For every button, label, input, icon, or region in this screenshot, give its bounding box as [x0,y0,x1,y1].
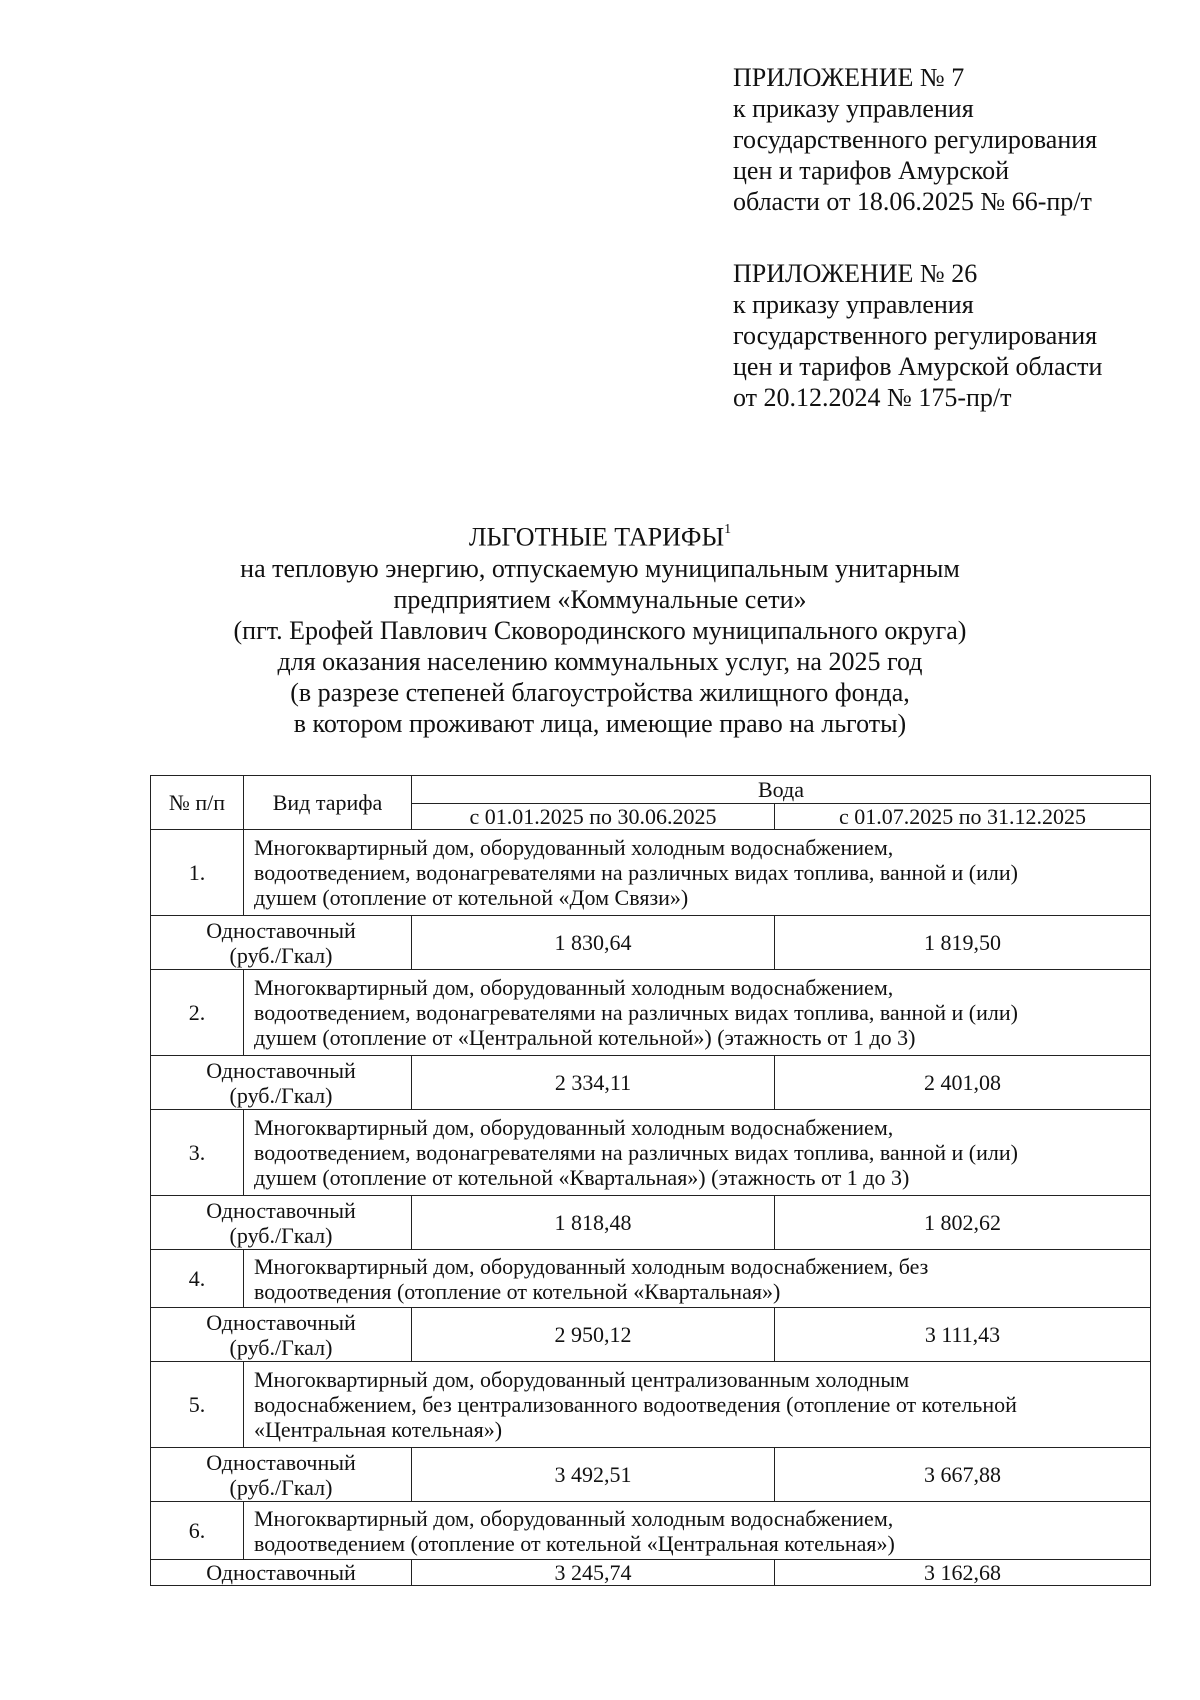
tariff-unit-line: (руб./Гкал) [229,1082,333,1108]
tariff-type [151,916,412,970]
header-row [151,776,1151,804]
description-line: душем (отопление от котельной «Квартальная») (этажность от 1 до 3) [254,1165,910,1190]
description-line: Многоквартирный дом, оборудованный холодным водоснабжением, [254,975,894,1000]
row-description [244,1110,1151,1196]
tariff-row [151,1308,1151,1362]
tariff-value-period-1: 2 334,11 [412,1056,775,1110]
row-number: 1. [151,830,244,916]
table-row [151,830,1151,916]
row-description [244,830,1151,916]
title-line: на тепловую энергию, отпускаемую муниципальным унитарным [240,553,960,583]
description-line: душем (отопление от котельной «Дом Связи») [254,885,689,910]
tariff-row [151,1196,1151,1250]
description-line: водоотведением (отопление от котельной «Центральная котельная») [254,1530,895,1556]
description-line: Многоквартирный дом, оборудованный холодным водоснабжением, [254,835,894,860]
header-num: № п/п [151,776,244,830]
footnote-mark: 1 [724,522,732,537]
title-line: в котором проживают лица, имеющие право на льготы) [293,708,907,738]
row-number: 2. [151,970,244,1056]
tariff-row [151,1056,1151,1110]
appendix-line: государственного регулирования [733,125,1098,154]
appendix-line: государственного регулирования [733,321,1098,350]
tariff-type [151,1056,412,1110]
description-line: водоотведения (отопление от котельной «Квартальная») [254,1278,781,1304]
appendix-26-block [733,258,1173,413]
appendix-line: к приказу управления [733,290,974,319]
tariff-value-period-2: 3 162,68 [775,1560,1151,1586]
row-description [244,1502,1151,1560]
tariff-type-line: Одноставочный [206,1560,356,1585]
tariff-type-line: Одноставочный [206,1449,356,1475]
table-row [151,970,1151,1056]
tariff-unit-line: (руб./Гкал) [229,942,333,968]
tariff-type-line: Одноставочный [206,1309,356,1335]
tariff-row [151,1560,1151,1586]
document-title [150,517,1050,739]
tariff-type-line: Одноставочный [206,1197,356,1223]
header-period-2: с 01.07.2025 по 31.12.2025 [775,804,1151,830]
tariff-value-period-1: 2 950,12 [412,1308,775,1362]
description-line: «Центральная котельная») [254,1417,503,1442]
title-line: для оказания населению коммунальных услуг, на 2025 год [277,646,923,676]
title-line: предприятием «Коммунальные сети» [393,584,807,614]
header-period-1: с 01.01.2025 по 30.06.2025 [412,804,775,830]
appendix-line: ПРИЛОЖЕНИЕ № 7 [733,63,965,92]
row-number: 6. [151,1502,244,1560]
appendix-line: ПРИЛОЖЕНИЕ № 26 [733,259,978,288]
description-line: водоотведением, водонагревателями на различных видах топлива, ванной и (или) [254,1140,1018,1165]
tariff-type [151,1448,412,1502]
description-line: душем (отопление от «Центральной котельной») (этажность от 1 до 3) [254,1025,916,1050]
title-heading-line [150,517,1050,553]
table-row [151,1110,1151,1196]
title-heading: ЛЬГОТНЫЕ ТАРИФЫ [468,522,725,552]
appendix-7-block [733,62,1173,217]
row-description [244,1250,1151,1308]
tariff-row [151,916,1151,970]
header-water: Вода [412,776,1151,804]
appendix-line: цен и тарифов Амурской области [733,352,1103,381]
title-line: (в разрезе степеней благоустройства жилищного фонда, [290,677,910,707]
tariff-value-period-2: 3 667,88 [775,1448,1151,1502]
description-line: Многоквартирный дом, оборудованный холодным водоснабжением, без [254,1253,929,1279]
tariff-value-period-2: 1 819,50 [775,916,1151,970]
header-tariff-type: Вид тарифа [244,776,412,830]
tariff-unit-line: (руб./Гкал) [229,1334,333,1360]
description-line: водоотведением, водонагревателями на различных видах топлива, ванной и (или) [254,860,1018,885]
row-number: 5. [151,1362,244,1448]
tariff-row [151,1448,1151,1502]
tariff-value-period-2: 2 401,08 [775,1056,1151,1110]
description-line: Многоквартирный дом, оборудованный холодным водоснабжением, [254,1115,894,1140]
tariff-value-period-2: 3 111,43 [775,1308,1151,1362]
tariff-unit-line: (руб./Гкал) [229,1474,333,1500]
row-description [244,970,1151,1056]
description-line: Многоквартирный дом, оборудованный централизованным холодным [254,1367,910,1392]
appendix-line: от 20.12.2024 № 175-пр/т [733,383,1012,412]
tariff-value-period-1: 1 818,48 [412,1196,775,1250]
tariff-type [151,1560,412,1586]
appendix-line: цен и тарифов Амурской [733,156,1010,185]
title-line: (пгт. Ерофей Павлович Сковородинского муниципального округа) [233,615,967,645]
row-description [244,1362,1151,1448]
tariff-table [150,775,1151,1586]
tariff-unit-line: (руб./Гкал) [229,1222,333,1248]
row-number: 3. [151,1110,244,1196]
table-row [151,1362,1151,1448]
row-number: 4. [151,1250,244,1308]
description-line: Многоквартирный дом, оборудованный холодным водоснабжением, [254,1505,894,1531]
tariff-value-period-1: 3 245,74 [412,1560,775,1586]
tariff-value-period-2: 1 802,62 [775,1196,1151,1250]
tariff-type [151,1196,412,1250]
table-row [151,1502,1151,1560]
description-line: водоснабжением, без централизованного водоотведения (отопление от котельной [254,1392,1017,1417]
tariff-type-line: Одноставочный [206,1057,356,1083]
description-line: водоотведением, водонагревателями на различных видах топлива, ванной и (или) [254,1000,1018,1025]
appendix-line: к приказу управления [733,94,974,123]
tariff-value-period-1: 1 830,64 [412,916,775,970]
tariff-value-period-1: 3 492,51 [412,1448,775,1502]
tariff-type-line: Одноставочный [206,917,356,943]
table-row [151,1250,1151,1308]
appendix-line: области от 18.06.2025 № 66-пр/т [733,187,1092,216]
tariff-type [151,1308,412,1362]
